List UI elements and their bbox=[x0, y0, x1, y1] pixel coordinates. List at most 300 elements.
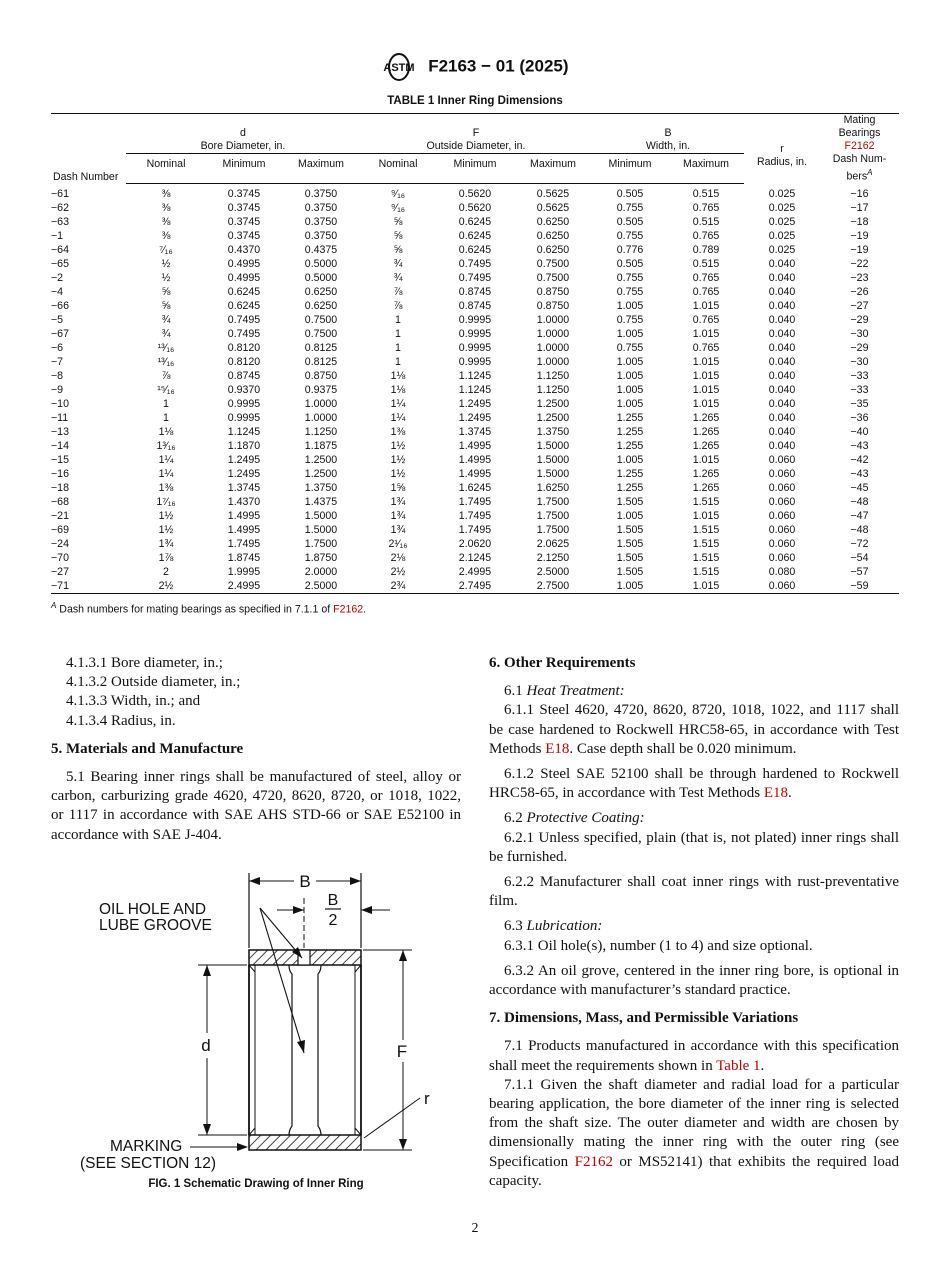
table-row bbox=[51, 229, 899, 243]
table-cell: −2 bbox=[51, 272, 64, 285]
designation: F2163 − 01 (2025) bbox=[428, 56, 569, 76]
table-cell: 1¾ bbox=[390, 510, 406, 523]
p6-1-title: Heat Treatment: bbox=[526, 683, 625, 700]
table-cell: 0.8120 bbox=[227, 356, 261, 369]
table-cell: 1⅛ bbox=[158, 426, 174, 439]
table-cell: 1.505 bbox=[616, 524, 644, 537]
marking-label-line1: MARKING bbox=[110, 1138, 183, 1155]
table-row bbox=[51, 383, 899, 397]
header-maximum: Maximum bbox=[298, 158, 344, 171]
table-cell: 1 bbox=[395, 342, 401, 355]
table-row bbox=[51, 243, 899, 257]
table-cell: 1¼ bbox=[158, 454, 174, 467]
table-cell: 1.2495 bbox=[458, 412, 492, 425]
table-cell: −35 bbox=[850, 398, 869, 411]
table-cell: −30 bbox=[850, 356, 869, 369]
table-row bbox=[51, 285, 899, 299]
paragraph-7-1 bbox=[489, 1037, 899, 1075]
table-cell: 2.1245 bbox=[458, 552, 492, 565]
table-cell: 1.8750 bbox=[304, 552, 338, 565]
table-cell: 1.7500 bbox=[536, 524, 570, 537]
table-cell: 1.6250 bbox=[536, 482, 570, 495]
table-cell: −1 bbox=[51, 230, 64, 243]
table-row bbox=[51, 257, 899, 271]
table-cell: 0.515 bbox=[692, 216, 720, 229]
list-item: 4.1.3.1 Bore diameter, in.; bbox=[66, 655, 223, 671]
table-cell: 1.4370 bbox=[227, 496, 261, 509]
marking-label-line2: (SEE SECTION 12) bbox=[80, 1155, 217, 1172]
table-cell: 1.005 bbox=[616, 370, 644, 383]
table-cell: 0.6250 bbox=[304, 286, 338, 299]
table-cell: 0.755 bbox=[616, 202, 644, 215]
table-cell: 1¾ bbox=[390, 496, 406, 509]
oil-hole-label-line1: OIL HOLE AND bbox=[99, 901, 207, 918]
table-cell: −19 bbox=[850, 230, 869, 243]
table-cell: 1.505 bbox=[616, 552, 644, 565]
p7-1-1-end: or MS52141) that exhibits the required load capacity. bbox=[489, 1153, 899, 1189]
table-cell: 0.060 bbox=[768, 510, 796, 523]
table-cell: 1.7500 bbox=[304, 538, 338, 551]
table-cell: 1.015 bbox=[668, 579, 744, 594]
table-cell: 1.7495 bbox=[458, 496, 492, 509]
p7-1-1-text: 7.1.1 Given the shaft diameter and radial load for a particular bearing application, the bore diameter of the inner ring is selected from the shaft size. The outer diameter and width are chosen by dimensionally mating the inner ring with the outer ring (see Specification bbox=[489, 1076, 899, 1170]
table-cell: 1.005 bbox=[616, 356, 644, 369]
table-cell: 0.025 bbox=[768, 202, 796, 215]
table-cell: 1.015 bbox=[692, 398, 720, 411]
table-cell: −48 bbox=[850, 496, 869, 509]
table-cell: 0.7495 bbox=[227, 314, 261, 327]
table-cell: 0.025 bbox=[768, 230, 796, 243]
footnote-text: Dash numbers for mating bearings as specified in 7.1.1 of bbox=[56, 603, 334, 616]
table-row bbox=[51, 327, 899, 341]
table-cell: 2⅛ bbox=[390, 552, 406, 565]
table-cell: 1.265 bbox=[692, 440, 720, 453]
paragraph-6-3 bbox=[489, 917, 899, 936]
table-cell: 0.515 bbox=[692, 258, 720, 271]
paragraph-6-2-1: 6.2.1 Unless specified, plain (that is, not plated) inner rings shall be furnished. bbox=[489, 829, 899, 865]
table-row bbox=[51, 579, 899, 594]
table-cell: 0.8125 bbox=[304, 356, 338, 369]
table-cell: 0.040 bbox=[768, 272, 796, 285]
table-cell: ¹³⁄₁₆ bbox=[157, 356, 175, 369]
table-cell: 1.1250 bbox=[304, 426, 338, 439]
table-cell: 1.255 bbox=[616, 426, 644, 439]
table-cell: 0.5620 bbox=[458, 188, 492, 201]
table-cell: 1½ bbox=[390, 468, 406, 481]
p6-1-1-text: 6.1.1 Steel 4620, 4720, 8620, 8720, 1018, 1022, and 1117 shall be case hardened to Rockwell HRC58-65, in accordance with Test Methods bbox=[489, 702, 899, 757]
table-cell: 1 bbox=[163, 398, 169, 411]
table-cell: 0.6245 bbox=[458, 230, 492, 243]
table-cell: 0.040 bbox=[768, 286, 796, 299]
table-cell: 0.040 bbox=[768, 356, 796, 369]
table-cell: 1.1250 bbox=[536, 384, 570, 397]
table-cell: ⅝ bbox=[393, 244, 403, 257]
section-6-heading: 6. Other Requirements bbox=[489, 655, 636, 671]
table-cell: 0.5000 bbox=[304, 272, 338, 285]
table-cell: 1.2495 bbox=[227, 454, 261, 467]
table-cell: 0.6250 bbox=[536, 244, 570, 257]
dim-b-half-den: 2 bbox=[328, 912, 338, 929]
table-cell: −8 bbox=[51, 370, 64, 383]
table-cell: 0.3745 bbox=[227, 188, 261, 201]
table-cell: 1.5000 bbox=[536, 440, 570, 453]
table-cell: −48 bbox=[850, 524, 869, 537]
table-cell: 0.040 bbox=[768, 370, 796, 383]
table-row bbox=[51, 215, 899, 229]
table-cell: 2.4995 bbox=[458, 566, 492, 579]
table-cell: 0.040 bbox=[768, 300, 796, 313]
table-cell: 1.9995 bbox=[227, 566, 261, 579]
table-cell: 0.060 bbox=[768, 538, 796, 551]
table-cell: −69 bbox=[51, 524, 69, 537]
table-cell: 0.755 bbox=[616, 286, 644, 299]
list-item: 4.1.3.4 Radius, in. bbox=[66, 712, 176, 729]
f2162-link[interactable]: F2162 bbox=[574, 1153, 613, 1170]
table-cell: 2.4995 bbox=[206, 579, 282, 594]
table-cell: 1.5000 bbox=[536, 468, 570, 481]
table-cell: 1.2495 bbox=[458, 398, 492, 411]
table-cell: 0.040 bbox=[768, 426, 796, 439]
table-cell: 0.8750 bbox=[536, 286, 570, 299]
table-cell: 0.765 bbox=[692, 202, 720, 215]
dim-b-label: B bbox=[299, 872, 311, 891]
table-cell: 1.015 bbox=[692, 300, 720, 313]
table-cell: 1.4995 bbox=[227, 524, 261, 537]
table-cell: −7 bbox=[51, 356, 64, 369]
p6-1-2-end: . bbox=[788, 785, 792, 802]
header-r-label: Radius, in. bbox=[756, 155, 808, 168]
paragraph-6-1-1 bbox=[489, 701, 899, 759]
table-cell: −33 bbox=[850, 384, 869, 397]
table-cell: 1¼ bbox=[390, 412, 406, 425]
header-minimum: Minimum bbox=[453, 158, 497, 171]
table-cell: 0.6245 bbox=[458, 244, 492, 257]
dim-d-label: d bbox=[201, 1036, 211, 1055]
document-header bbox=[0, 52, 950, 82]
table-cell: −15 bbox=[51, 454, 69, 467]
p7-1-end: . bbox=[760, 1057, 765, 1074]
table-cell: 0.9995 bbox=[458, 314, 492, 327]
table-cell: 0.5620 bbox=[458, 202, 492, 215]
table-cell: ¾ bbox=[161, 314, 171, 327]
table-cell: 0.060 bbox=[768, 524, 796, 537]
table-cell: 0.060 bbox=[768, 454, 796, 467]
table-cell: 0.3750 bbox=[304, 230, 338, 243]
table-cell: 1.2500 bbox=[536, 412, 570, 425]
table-row bbox=[51, 299, 899, 313]
table-cell: −68 bbox=[51, 496, 69, 509]
table-cell: 1.255 bbox=[616, 468, 644, 481]
table-cell: 1.505 bbox=[616, 566, 644, 579]
header-f2162-link[interactable]: F2162 bbox=[844, 140, 875, 152]
table-cell: −16 bbox=[850, 187, 869, 200]
table-cell: 0.3745 bbox=[227, 202, 261, 215]
table-cell: ⅞ bbox=[161, 370, 171, 383]
table-cell: 2.0000 bbox=[304, 566, 338, 579]
table-cell: −14 bbox=[51, 440, 69, 453]
table-cell: 0.4375 bbox=[304, 244, 338, 257]
table-cell: 1.0000 bbox=[536, 356, 570, 369]
table-cell: 1 bbox=[395, 314, 401, 327]
table-cell: 0.040 bbox=[768, 314, 796, 327]
paragraph-6-1 bbox=[489, 682, 899, 701]
header-b-symbol: B bbox=[664, 127, 672, 140]
table-cell: 0.8745 bbox=[458, 286, 492, 299]
table-cell: 2½ bbox=[126, 579, 206, 594]
header-nominal: Nominal bbox=[146, 158, 186, 171]
table-cell: 1.6245 bbox=[458, 482, 492, 495]
table-cell: 1.7495 bbox=[458, 524, 492, 537]
paragraph-6-3-2: 6.3.2 An oil grove, centered in the inner ring bore, is optional in accordance with manufacturer’s standard practice. bbox=[489, 962, 899, 999]
table-cell: 1.4995 bbox=[458, 440, 492, 453]
table-cell: −4 bbox=[51, 286, 64, 299]
table-cell: 0.040 bbox=[768, 412, 796, 425]
p6-1-number: 6.1 bbox=[504, 683, 527, 700]
table-cell: 1.515 bbox=[692, 552, 720, 565]
table-cell: −22 bbox=[850, 258, 869, 271]
table-cell: 1.0000 bbox=[536, 342, 570, 355]
table-cell: 1.7500 bbox=[536, 496, 570, 509]
table-cell: −45 bbox=[850, 482, 869, 495]
table-cell: 0.025 bbox=[768, 216, 796, 229]
table-cell: −67 bbox=[51, 328, 69, 341]
table-row bbox=[51, 341, 899, 355]
table-cell: 1.1870 bbox=[227, 440, 261, 453]
header-b-label: Width, in. bbox=[645, 140, 691, 153]
table-cell: 1.2500 bbox=[304, 454, 338, 467]
table-cell: 2.0625 bbox=[536, 538, 570, 551]
table-cell: ¹⁵⁄₁₆ bbox=[157, 384, 175, 397]
table-cell: ¹³⁄₁₆ bbox=[157, 342, 175, 355]
table-cell: 0.7500 bbox=[536, 272, 570, 285]
table-cell: 1⅜ bbox=[390, 426, 406, 439]
table-cell: 0.060 bbox=[768, 496, 796, 509]
right-column bbox=[489, 654, 899, 1191]
table-cell: 0.9995 bbox=[227, 398, 261, 411]
table-1-link[interactable]: Table 1 bbox=[716, 1057, 761, 1074]
table-cell: 0.040 bbox=[768, 384, 796, 397]
table-cell: 0.8745 bbox=[458, 300, 492, 313]
table-cell: 0.9995 bbox=[458, 328, 492, 341]
table-cell: 1½ bbox=[390, 440, 406, 453]
table-cell: 1 bbox=[395, 356, 401, 369]
table-cell: 1.515 bbox=[692, 524, 720, 537]
table-cell: 0.060 bbox=[744, 579, 820, 594]
table-row bbox=[51, 184, 899, 202]
table-cell: −43 bbox=[850, 440, 869, 453]
table-cell: 0.765 bbox=[692, 230, 720, 243]
table-cell: 1.505 bbox=[616, 538, 644, 551]
table-cell: 0.3745 bbox=[227, 230, 261, 243]
p6-2-number: 6.2 bbox=[504, 810, 527, 827]
table-cell: 0.9370 bbox=[227, 384, 261, 397]
table-cell: 0.6250 bbox=[304, 300, 338, 313]
table-cell: 0.7500 bbox=[536, 258, 570, 271]
ring-bottom-wall bbox=[249, 1135, 361, 1150]
table-cell: 1.2495 bbox=[227, 468, 261, 481]
table-cell: 2¾ bbox=[360, 579, 436, 594]
table-cell: −42 bbox=[850, 454, 869, 467]
table-cell: −16 bbox=[51, 468, 69, 481]
table-cell: 0.040 bbox=[768, 328, 796, 341]
table-cell: 1¾ bbox=[390, 524, 406, 537]
table-cell: ⅜ bbox=[161, 202, 171, 215]
table-row bbox=[51, 565, 899, 579]
table-cell: ¾ bbox=[393, 272, 403, 285]
table-cell: −23 bbox=[850, 272, 869, 285]
header-minimum: Minimum bbox=[608, 158, 652, 171]
paragraph-6-1-2 bbox=[489, 765, 899, 803]
table-cell: 1.3745 bbox=[458, 426, 492, 439]
table-cell: 2½ bbox=[390, 566, 406, 579]
table-cell: ⅝ bbox=[393, 230, 403, 243]
table-cell: ⅝ bbox=[161, 300, 171, 313]
header-dash-num: Dash Num- bbox=[832, 153, 887, 165]
table-cell: −18 bbox=[850, 216, 869, 229]
table-cell: −10 bbox=[51, 398, 69, 411]
table-cell: 1.7495 bbox=[227, 538, 261, 551]
table-cell: 0.755 bbox=[616, 342, 644, 355]
table-cell: −17 bbox=[850, 202, 869, 215]
page-number: 2 bbox=[471, 1221, 479, 1236]
table-cell: ½ bbox=[161, 272, 171, 285]
figure-caption: FIG. 1 Schematic Drawing of Inner Ring bbox=[148, 1178, 364, 1190]
table-row bbox=[51, 271, 899, 285]
table-cell: ⅞ bbox=[393, 300, 403, 313]
table-cell: ½ bbox=[161, 258, 171, 271]
table-cell: 0.5625 bbox=[536, 188, 570, 201]
table-cell: 1.3750 bbox=[304, 482, 338, 495]
table-cell: 0.8745 bbox=[227, 370, 261, 383]
table-cell: 2.7500 bbox=[514, 579, 592, 594]
section-7-heading: 7. Dimensions, Mass, and Permissible Variations bbox=[489, 1010, 799, 1027]
e18-link[interactable]: E18 bbox=[763, 785, 789, 802]
table-row bbox=[51, 439, 899, 453]
table-cell: 2.5000 bbox=[536, 566, 570, 579]
table-cell: 1½ bbox=[158, 524, 174, 537]
paragraph-6-2-2: 6.2.2 Manufacturer shall coat inner rings with rust-preventative film. bbox=[489, 874, 899, 910]
inner-ring-drawing bbox=[72, 868, 452, 1178]
table-cell: −71 bbox=[51, 579, 126, 594]
table-cell: 0.5000 bbox=[304, 258, 338, 271]
table-cell: 1½ bbox=[158, 510, 174, 523]
table-cell: 0.060 bbox=[768, 468, 796, 481]
list-item: 4.1.3.3 Width, in.; and bbox=[66, 693, 201, 710]
table-row bbox=[51, 411, 899, 425]
table-cell: 1.005 bbox=[616, 510, 644, 523]
table-cell: 1.1245 bbox=[458, 370, 492, 383]
footnote-f2162-link[interactable]: F2162 bbox=[333, 603, 364, 616]
table-cell: −40 bbox=[850, 426, 869, 439]
table-cell: 1.015 bbox=[692, 510, 720, 523]
table-cell: 1⅞ bbox=[158, 552, 174, 565]
header-r-symbol: r bbox=[780, 142, 784, 155]
table-row bbox=[51, 551, 899, 565]
e18-link[interactable]: E18 bbox=[545, 740, 570, 757]
header-maximum: Maximum bbox=[683, 158, 729, 171]
table-cell: 0.040 bbox=[768, 258, 796, 271]
table-cell: 0.765 bbox=[692, 286, 720, 299]
table-cell: 0.6245 bbox=[227, 300, 261, 313]
table-cell: 0.8750 bbox=[304, 370, 338, 383]
table-cell: 1.005 bbox=[616, 300, 644, 313]
table-cell: 0.3750 bbox=[304, 202, 338, 215]
table-cell: 2.5000 bbox=[282, 579, 360, 594]
table-cell: 1⅜ bbox=[158, 482, 174, 495]
table-row bbox=[51, 523, 899, 537]
table-cell: −27 bbox=[51, 566, 69, 579]
table-cell: 1.0000 bbox=[304, 412, 338, 425]
list-item: 4.1.3.2 Outside diameter, in.; bbox=[66, 674, 241, 691]
table-cell: −18 bbox=[51, 482, 69, 495]
table-cell: ¾ bbox=[161, 328, 171, 341]
table-cell: −30 bbox=[850, 328, 869, 341]
left-column bbox=[51, 654, 461, 845]
table-cell: 1.0000 bbox=[304, 398, 338, 411]
table-cell: 1⅛ bbox=[390, 384, 406, 397]
table-cell: −65 bbox=[51, 258, 69, 271]
table-cell: 0.060 bbox=[768, 552, 796, 565]
p6-2-title: Protective Coating: bbox=[526, 810, 645, 827]
table-cell: 1.1245 bbox=[458, 384, 492, 397]
table-cell: −27 bbox=[850, 300, 869, 313]
p6-1-2-text: 6.1.2 Steel SAE 52100 shall be through hardened to Rockwell HRC58-65, in accordance with Test Methods bbox=[489, 766, 899, 802]
table-cell: −43 bbox=[850, 468, 869, 481]
table-cell: 1³⁄₁₆ bbox=[156, 440, 176, 453]
table-cell: 2 bbox=[163, 566, 169, 579]
table-cell: ⁷⁄₁₆ bbox=[159, 244, 173, 257]
table-cell: 0.6245 bbox=[458, 216, 492, 229]
table-cell: 1⅛ bbox=[390, 370, 406, 383]
header-mating: Mating bbox=[843, 114, 876, 126]
table-cell: 0.6245 bbox=[227, 286, 261, 299]
table-cell: 1.005 bbox=[592, 579, 668, 594]
header-maximum: Maximum bbox=[530, 158, 576, 171]
footnote-end: . bbox=[363, 603, 367, 616]
table-cell: −59 bbox=[820, 579, 899, 594]
table-cell: 1.4375 bbox=[304, 496, 338, 509]
table-cell: 0.8750 bbox=[536, 300, 570, 313]
table-row bbox=[51, 201, 899, 215]
table-cell: 1.015 bbox=[692, 454, 720, 467]
table-cell: −9 bbox=[51, 384, 64, 397]
table-cell: 0.8120 bbox=[227, 342, 261, 355]
table-cell: 1.255 bbox=[616, 482, 644, 495]
table-cell: −61 bbox=[51, 187, 69, 200]
header-minimum: Minimum bbox=[222, 158, 266, 171]
table-title: TABLE 1 Inner Ring Dimensions bbox=[387, 95, 563, 107]
table-cell: 1⅝ bbox=[390, 482, 406, 495]
table-cell: −36 bbox=[850, 412, 869, 425]
table-cell: −33 bbox=[850, 370, 869, 383]
table-cell: 0.505 bbox=[616, 216, 644, 229]
table-cell: 1.505 bbox=[616, 496, 644, 509]
table-row bbox=[51, 397, 899, 411]
table-cell: −62 bbox=[51, 202, 69, 215]
table-cell: ¾ bbox=[393, 258, 403, 271]
table-cell: 0.765 bbox=[692, 272, 720, 285]
table-cell: 1.265 bbox=[692, 426, 720, 439]
header-dash: Dash Number bbox=[53, 170, 119, 183]
table-cell: 1.015 bbox=[692, 370, 720, 383]
table-cell: −5 bbox=[51, 314, 64, 327]
table-cell: 1.2500 bbox=[304, 468, 338, 481]
table-cell: 0.7495 bbox=[458, 272, 492, 285]
table-cell: 1½ bbox=[390, 454, 406, 467]
dim-b-half-num: B bbox=[327, 892, 339, 909]
paragraph-6-2 bbox=[489, 809, 899, 828]
table-cell: 0.4370 bbox=[227, 244, 261, 257]
